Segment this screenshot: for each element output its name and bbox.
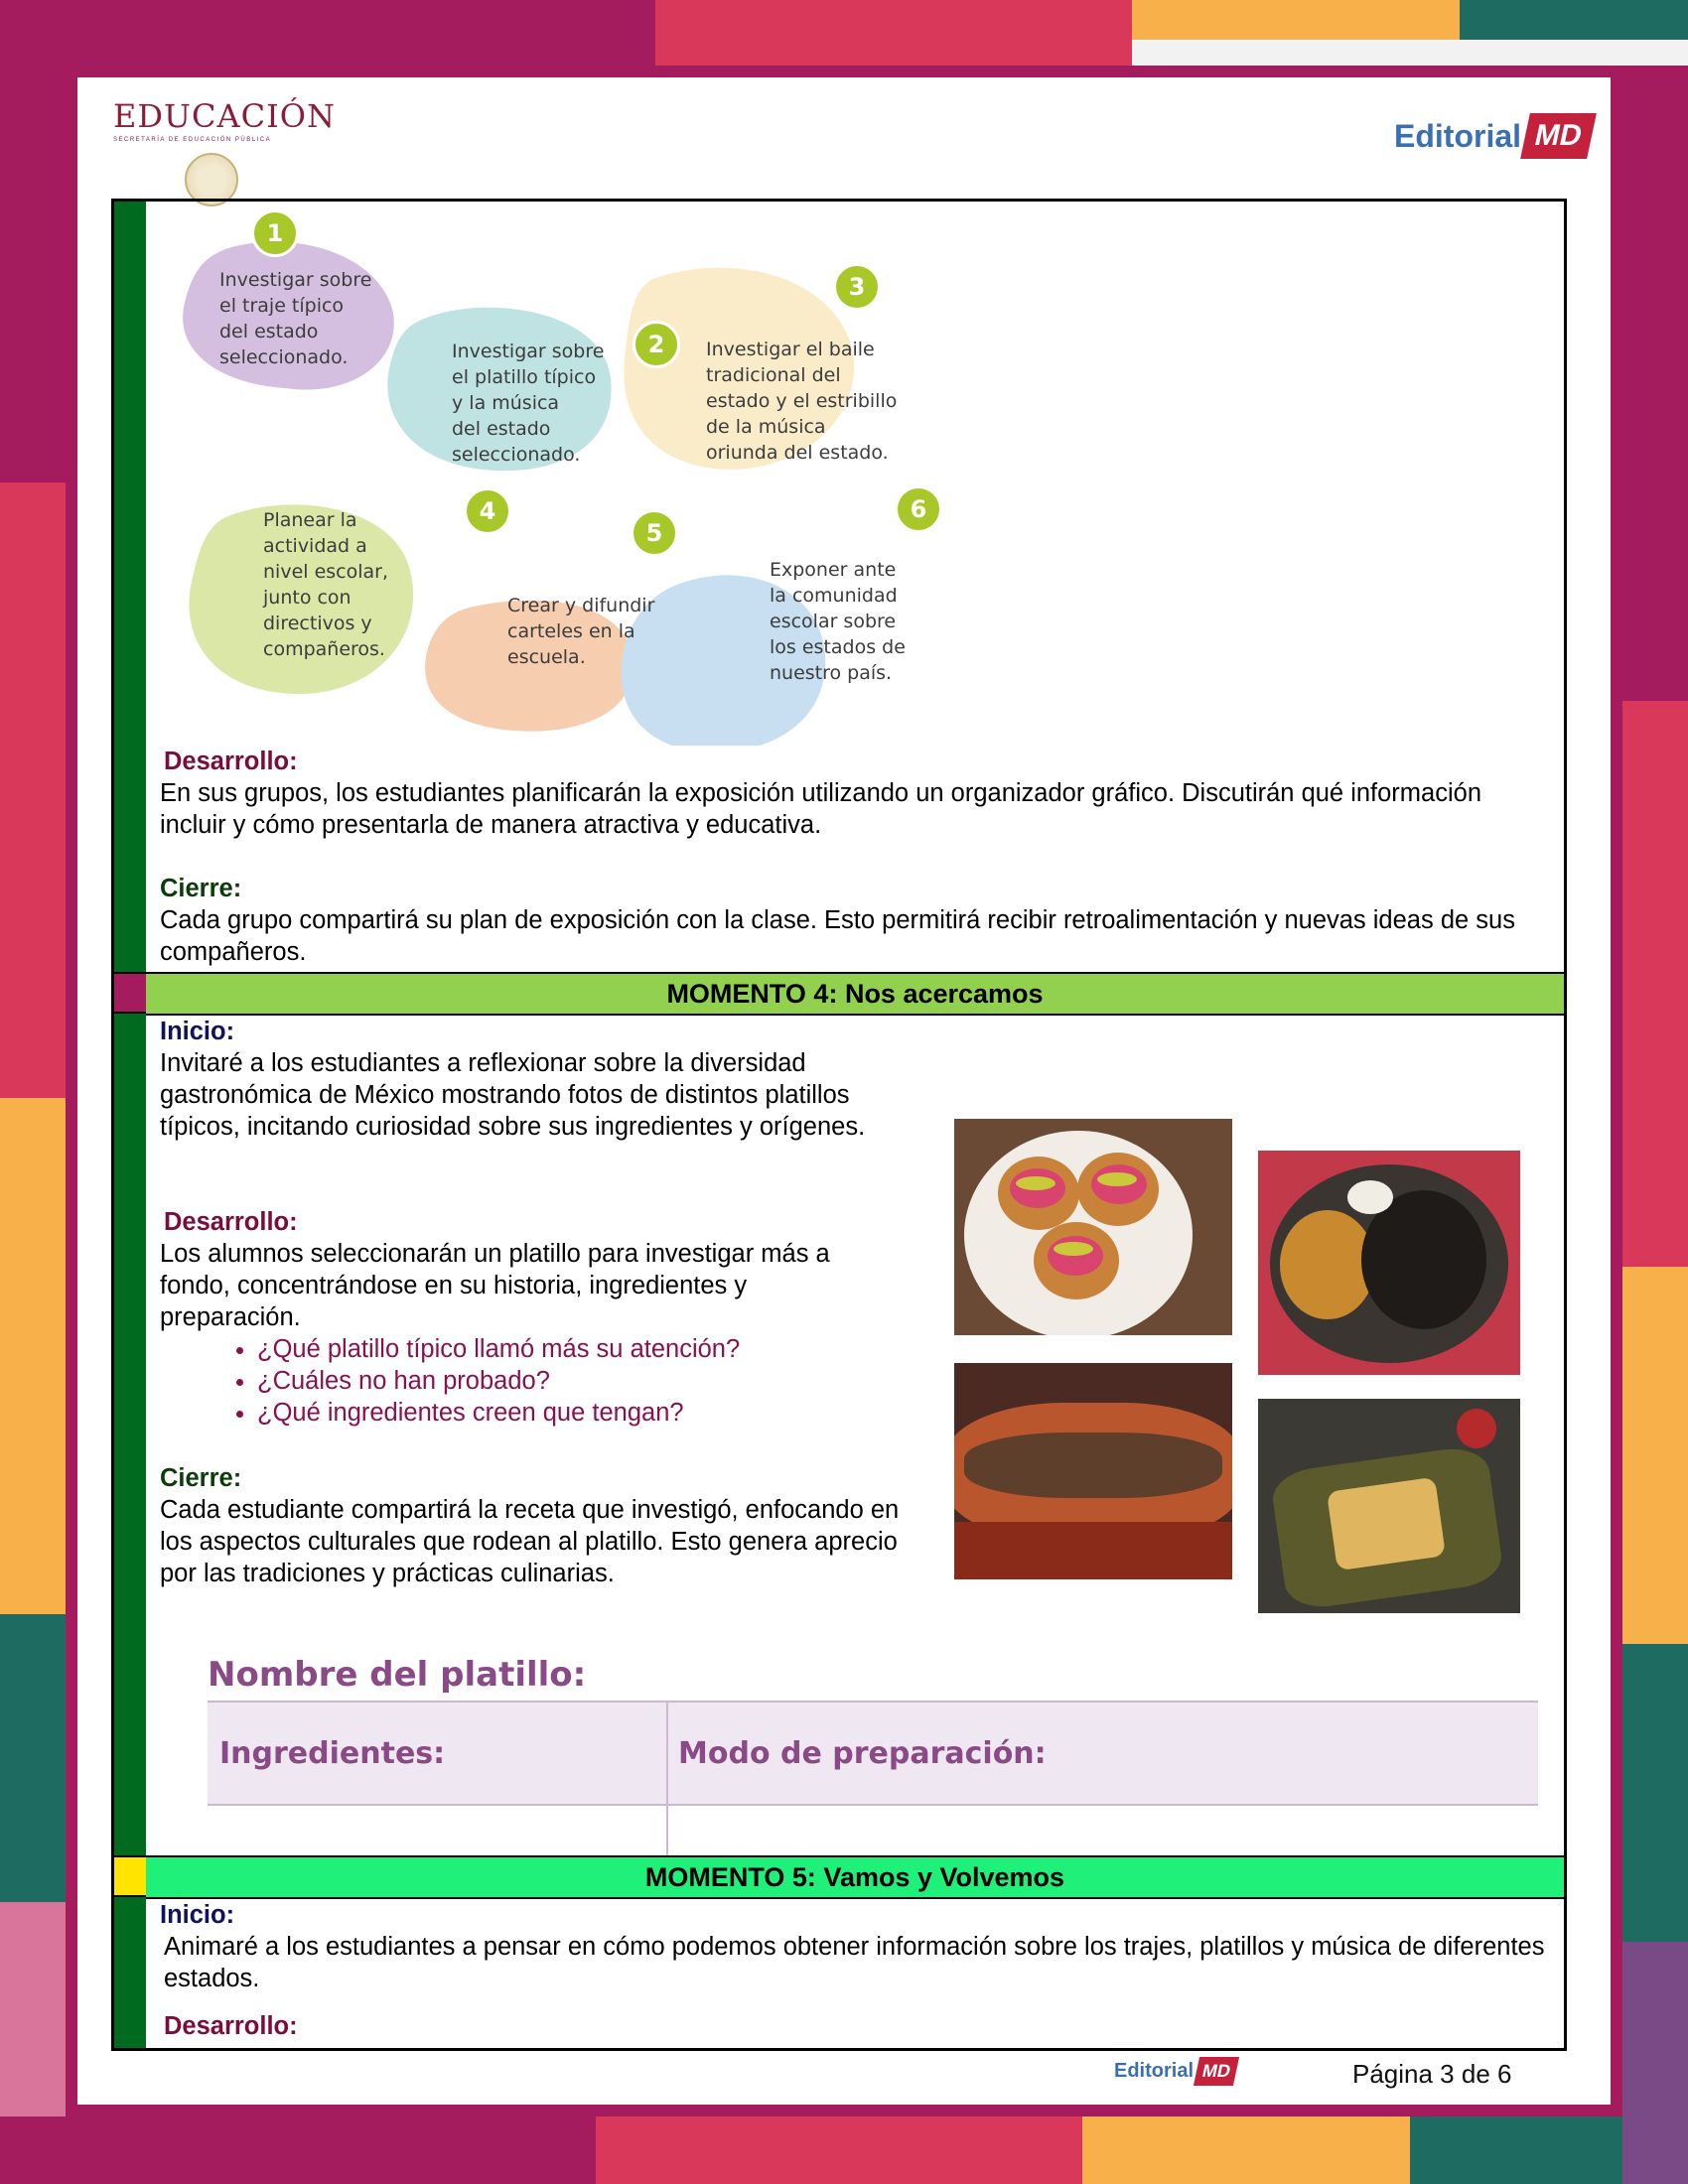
edu-subtitle: SECRETARÍA DE EDUCACIÓN PÚBLICA [113,137,272,143]
footer-editorial-md-logo [1114,2057,1236,2086]
section-bar [114,1897,146,2048]
section-bar [114,202,146,972]
inicio-label: Inicio: [160,1901,235,1929]
lesson-table [111,199,1567,2051]
background-tile [1622,1267,1688,1644]
activities-infographic [166,209,1119,746]
background-tile [0,66,66,482]
background-tile [0,2116,596,2184]
momento4-inicio [160,1016,885,1143]
momento4-desarrollo [160,1206,885,1429]
activity-number-2: 2 [633,321,680,368]
background-tile [1460,0,1688,40]
section-bar [114,1014,146,1855]
desarrollo-label: Desarrollo: [164,748,298,775]
background-tile [1622,1942,1688,2184]
activity-number-6: 6 [895,485,942,533]
question-item: • ¿Qué platillo típico llamó más su atención? [257,1333,885,1365]
activity-text-4: Planear la actividad a nivel escolar, junto con directivos y compañeros. [263,509,389,660]
inicio-label: Inicio: [160,1018,235,1045]
activity-number-1: 1 [251,209,299,257]
activity-text-6: Exponer ante la comunidad escolar sobre los estados de nuestro país. [770,559,906,684]
question-item: • ¿Qué ingredientes creen que tengan? [257,1397,885,1429]
desarrollo-text: Los alumnos seleccionarán un platillo para investigar más a fondo, concentrándose en su historia, ingredientes y preparación. [160,1240,830,1331]
sep-logo [113,97,336,206]
activity-text-2: Investigar sobre el platillo típico y la música del estado seleccionado. [452,341,605,466]
momento4-cierre [160,1462,934,1589]
desarrollo-label: Desarrollo: [164,2012,298,2040]
cierre-text: Cada grupo compartirá su plan de exposición con la clase. Esto permitirá recibir retroalimentación y nuevas ideas de sus compañeros. [160,906,1515,966]
background-tile [655,0,1132,66]
form-title: Nombre del platillo: [208,1655,587,1695]
background-tile [1082,2116,1410,2184]
page [77,77,1611,2105]
inicio-text: Animaré a los estudiantes a pensar en cómo podemos obtener información sobre los trajes, platillos y música de diferentes estados. [164,1933,1545,1992]
activity-text-1: Investigar sobre el traje típico del estado seleccionado. [219,269,372,368]
activity-text-5: Crear y difundir carteles en la escuela. [507,595,655,668]
form-col-ingredients: Ingredientes: [219,1736,446,1771]
brand-mark: MD [1194,2057,1239,2086]
activity-text-3: Investigar el baile tradicional del estado y el estribillo de la música oriunda del estado. [706,339,898,464]
cierre-label: Cierre: [160,1464,242,1492]
background-tile [0,0,655,66]
brand-mark: MD [1520,113,1596,159]
inicio-text: Invitaré a los estudiantes a reflexionar sobre la diversidad gastronómica de México mostrando fotos de distintos platillos típicos, incitando curiosidad sobre sus ingredientes y orígenes. [160,1049,866,1141]
activity-number-5: 5 [631,509,678,557]
recipe-form [208,1655,1558,1883]
editorial-md-logo [1394,113,1592,159]
background-tile [1622,66,1688,701]
momento4-color-marker [114,972,146,1014]
momento5-inicio [160,1899,1550,1994]
photo-torta [954,1363,1232,1579]
momento5-desarrollo [160,2010,1550,2042]
cierre-label: Cierre: [160,875,242,902]
momento4-header: MOMENTO 4: Nos acercamos [146,972,1564,1016]
momento5-color-marker [114,1855,146,1897]
background-tile [0,482,66,1098]
activity-number-4: 4 [464,487,511,535]
background-tile [1622,701,1688,1267]
brand-word: Editorial [1114,2060,1195,2082]
desarrollo-label: Desarrollo: [164,1208,298,1236]
questions-list [160,1333,885,1429]
momento3-cierre [160,873,1550,968]
brand-word: Editorial [1394,117,1522,154]
question-item: • ¿Cuáles no han probado? [257,1365,885,1397]
background-tile [1622,1644,1688,1942]
cierre-text: Cada estudiante compartirá la receta que investigó, enfocando en los aspectos culturales que rodean al platillo. Esto genera aprecio por las tradiciones y prácticas culinarias. [160,1496,900,1587]
photo-mole [1258,1151,1520,1375]
background-tile [1410,2116,1622,2184]
form-col-preparation: Modo de preparación: [678,1736,1047,1771]
page-number: Página 3 de 6 [1352,2059,1512,2089]
background-tile [1132,0,1460,40]
momento3-desarrollo [160,746,1550,841]
photo-salbutes [954,1119,1232,1335]
edu-title: EDUCACIÓN [113,97,336,135]
background-tile [0,1614,66,1902]
momento5-header: MOMENTO 5: Vamos y Volvemos [146,1855,1564,1899]
desarrollo-text: En sus grupos, los estudiantes planificarán la exposición utilizando un organizador gráfico. Discutirán qué información incluir y cómo presentarla de manera atractiva y educativa. [160,779,1482,839]
background-tile [0,1098,66,1614]
activity-number-3: 3 [833,263,881,311]
photo-tamal [1258,1399,1520,1613]
background-tile [596,2116,1082,2184]
